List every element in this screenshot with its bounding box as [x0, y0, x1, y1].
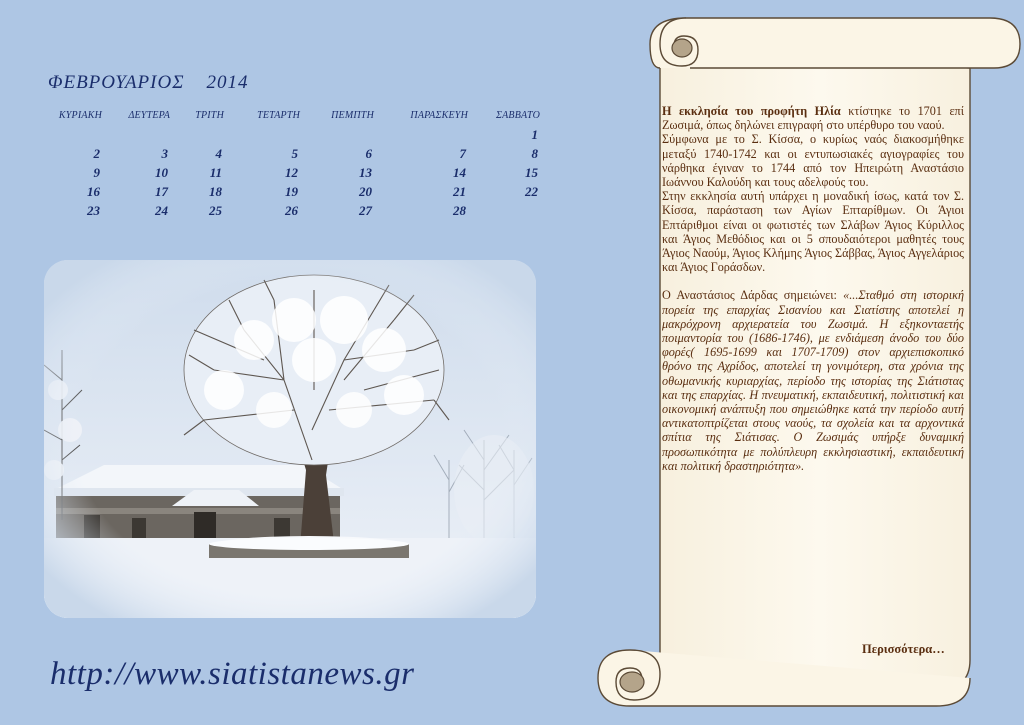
calendar-day: 13: [359, 164, 372, 180]
weekday-wednesday: ΤΕΤΑΡΤΗ: [257, 110, 300, 121]
paragraph-seven-saints: Στην εκκλησία αυτή υπάρχει η μοναδική ίσως, κατά τον Σ. Κίσσα, παράσταση των Αγίων Επταρίθμων. Οι Άγιοι Επτάριθμοι είναι οι φωτιστές των Σλάβων Άγιος Κύριλλος και Άγιος Μεθόδιος και οι 5 σπουδαιότεροι μαθητές τους Άγιος Ναούμ, Άγιος Κλήμης Άγιος Σάββας, Άγιος Αγγελάριος και Άγιος Γοράσδων.: [662, 189, 964, 275]
calendar-week: [40, 201, 542, 220]
calendar-day: 25: [209, 202, 222, 218]
calendar-day: 2: [93, 145, 100, 161]
calendar-day: [226, 125, 302, 144]
calendar-day: 3: [161, 145, 168, 161]
calendar-day: [40, 125, 104, 144]
calendar-day: [376, 125, 470, 144]
weekday-thursday: ΠΕΜΠΤΗ: [331, 110, 374, 121]
calendar-day: 1: [531, 126, 538, 142]
calendar-day: 24: [155, 202, 168, 218]
calendar-day: 22: [525, 183, 538, 199]
calendar-day: 5: [291, 145, 298, 161]
church-name: Η εκκλησία του προφήτη Ηλία: [662, 104, 841, 118]
calendar-day: 10: [155, 164, 168, 180]
quote-lead: Ο Αναστάσιος Δάρδας σημειώνει:: [662, 288, 844, 303]
calendar-day: 17: [155, 183, 168, 199]
calendar-day: 28: [453, 202, 466, 218]
quote-text: «...Σταθμό στη ιστορική πορεία της επαρχίας Σισανίου και Σιατίστης αποτελεί η μακρόχρονη αρχιερατεία του Ζωσιμά. Η εξηκονταετής ποιμαντορία του (1686-1746), με ενδιάμεση άνοδο του δύο φορές( 1695-1699 και 1707-1709) στον αρχιεπισκοπικό θρόνο της Αχρίδος, αποτελεί τη γονιμότερη, στα χρόνια της οθωμανικής κυριαρχίας, περίοδο της ιστορίας της Σιάτιστας και της επαρχίας. Η πνευματική, εκπαιδευτική, πολιτιστική και οικονομική ανάπτυξη που σημειώθηκε κατά την περίοδο αυτή αντικατοπτρίζεται στους ναούς, τα σχολεία και τα αρχοντικά σπίτια της Σιάτισας. Ο Ζωσιμάς υπήρξε δυναμική προσωπικότητα με πολύπλευρη εκκλησιαστική, εκπαιδευτική και πολιτική δραστηριότητα».: [662, 288, 964, 473]
calendar-grid: [40, 110, 542, 220]
snowy-tree-illustration: [44, 260, 536, 618]
weekday-saturday: ΣΑΒΒΑΤΟ: [495, 110, 540, 121]
calendar-week: [40, 125, 542, 144]
website-url-link[interactable]: http://www.siatistanews.gr: [50, 656, 415, 692]
calendar-day: 15: [525, 164, 538, 180]
paragraph-dardas-quote: [662, 288, 964, 473]
church-history-text: [662, 104, 964, 473]
calendar-day: [172, 125, 226, 144]
paragraph-intro: [662, 104, 964, 132]
calendar-week: [40, 144, 542, 163]
calendar-day: 20: [359, 183, 372, 199]
intro-rest: κτίστηκε το 1701 επί Ζωσιμά, όπως δηλώνει επιγραφή στο υπέρθυρο του ναού.: [662, 104, 964, 133]
weekday-monday: ΔΕΥΤΕΡΑ: [128, 110, 170, 121]
calendar-day: 14: [453, 164, 466, 180]
calendar-title: [48, 72, 249, 94]
calendar-day: 21: [453, 183, 466, 199]
weekday-header-row: [40, 110, 542, 125]
calendar-day: 12: [285, 164, 298, 180]
calendar-day: 6: [365, 145, 372, 161]
calendar-day: 11: [209, 164, 222, 180]
calendar-day: [104, 125, 172, 144]
calendar-day: 16: [87, 183, 100, 199]
paragraph-decoration: Σύμφωνα με το Σ. Κίσσα, ο κυρίως ναός διακοσμήθηκε μεταξύ 1740-1742 και οι εντυπωσιακές αγιογραφίες του νάρθηκα έγιναν το 1744 από τον Ηπειρώτη Αναστάσιο Ιωάννου Καλούδη και τους αδελφούς του.: [662, 132, 964, 190]
calendar-day: 8: [531, 145, 538, 161]
calendar-day: [470, 201, 542, 220]
calendar-day: 26: [285, 202, 298, 218]
calendar-week: [40, 182, 542, 201]
winter-church-photo: [44, 260, 536, 618]
calendar-year: 2014: [206, 72, 249, 93]
weekday-sunday: ΚΥΡΙΑΚΗ: [58, 110, 102, 121]
calendar-day: 19: [285, 183, 298, 199]
weekday-tuesday: ΤΡΙΤΗ: [195, 110, 224, 121]
calendar-day: 4: [215, 145, 222, 161]
calendar-day: 27: [359, 202, 372, 218]
weekday-friday: ΠΑΡΑΣΚΕΥΗ: [410, 110, 468, 121]
calendar-month: ΦΕΒΡΟΥΑΡΙΟΣ: [48, 72, 185, 93]
calendar-day: 7: [459, 145, 466, 161]
calendar-day: 9: [93, 164, 100, 180]
calendar-day: [302, 125, 376, 144]
calendar-day: 23: [87, 202, 100, 218]
more-link[interactable]: Περισσότερα…: [862, 642, 945, 656]
calendar-week: [40, 163, 542, 182]
calendar-day: 18: [209, 183, 222, 199]
